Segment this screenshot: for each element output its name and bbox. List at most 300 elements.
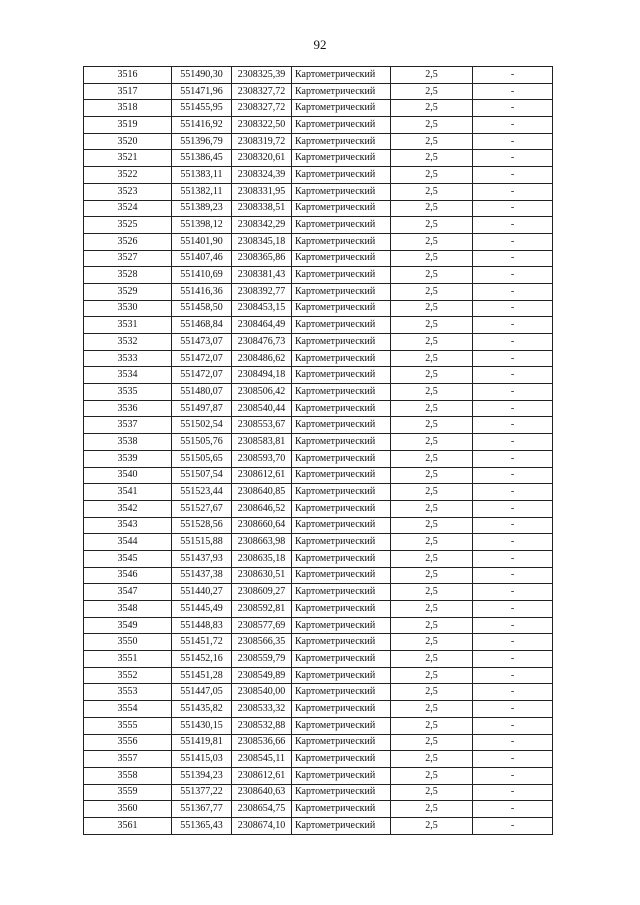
y-coordinate-cell: 2308365,86 (232, 250, 292, 267)
accuracy-cell: 2,5 (391, 667, 473, 684)
x-coordinate-cell: 551389,23 (172, 200, 232, 217)
point-number-cell: 3527 (84, 250, 172, 267)
x-coordinate-cell: 551472,07 (172, 350, 232, 367)
accuracy-cell: 2,5 (391, 484, 473, 501)
x-coordinate-cell: 551505,65 (172, 450, 232, 467)
accuracy-cell: 2,5 (391, 784, 473, 801)
point-number-cell: 3554 (84, 701, 172, 718)
note-cell: - (473, 400, 553, 417)
table-row (84, 634, 553, 651)
y-coordinate-cell: 2308540,00 (232, 684, 292, 701)
point-number-cell: 3549 (84, 617, 172, 634)
x-coordinate-cell: 551437,93 (172, 550, 232, 567)
accuracy-cell: 2,5 (391, 417, 473, 434)
accuracy-cell: 2,5 (391, 734, 473, 751)
y-coordinate-cell: 2308320,61 (232, 150, 292, 167)
x-coordinate-cell: 551480,07 (172, 384, 232, 401)
note-cell: - (473, 684, 553, 701)
note-cell: - (473, 133, 553, 150)
y-coordinate-cell: 2308553,67 (232, 417, 292, 434)
point-number-cell: 3541 (84, 484, 172, 501)
x-coordinate-cell: 551396,79 (172, 133, 232, 150)
note-cell: - (473, 667, 553, 684)
y-coordinate-cell: 2308630,51 (232, 567, 292, 584)
point-number-cell: 3525 (84, 217, 172, 234)
point-number-cell: 3522 (84, 167, 172, 184)
method-cell: Картометрический (292, 784, 391, 801)
note-cell: - (473, 601, 553, 618)
method-cell: Картометрический (292, 417, 391, 434)
accuracy-cell: 2,5 (391, 434, 473, 451)
y-coordinate-cell: 2308640,63 (232, 784, 292, 801)
accuracy-cell: 2,5 (391, 317, 473, 334)
method-cell: Картометрический (292, 567, 391, 584)
table-row (84, 601, 553, 618)
note-cell: - (473, 317, 553, 334)
accuracy-cell: 2,5 (391, 150, 473, 167)
table-row (84, 67, 553, 84)
x-coordinate-cell: 551382,11 (172, 183, 232, 200)
accuracy-cell: 2,5 (391, 350, 473, 367)
x-coordinate-cell: 551507,54 (172, 467, 232, 484)
x-coordinate-cell: 551448,83 (172, 617, 232, 634)
y-coordinate-cell: 2308325,39 (232, 67, 292, 84)
accuracy-cell: 2,5 (391, 550, 473, 567)
table-row (84, 350, 553, 367)
x-coordinate-cell: 551528,56 (172, 517, 232, 534)
method-cell: Картометрический (292, 100, 391, 117)
table-row (84, 567, 553, 584)
y-coordinate-cell: 2308592,81 (232, 601, 292, 618)
accuracy-cell: 2,5 (391, 183, 473, 200)
table-row (84, 183, 553, 200)
method-cell: Картометрический (292, 651, 391, 668)
point-number-cell: 3532 (84, 334, 172, 351)
accuracy-cell: 2,5 (391, 83, 473, 100)
table-row (84, 651, 553, 668)
y-coordinate-cell: 2308545,11 (232, 751, 292, 768)
point-number-cell: 3521 (84, 150, 172, 167)
method-cell: Картометрический (292, 717, 391, 734)
accuracy-cell: 2,5 (391, 384, 473, 401)
x-coordinate-cell: 551416,36 (172, 283, 232, 300)
point-number-cell: 3526 (84, 233, 172, 250)
note-cell: - (473, 117, 553, 134)
note-cell: - (473, 233, 553, 250)
method-cell: Картометрический (292, 801, 391, 818)
accuracy-cell: 2,5 (391, 617, 473, 634)
table-row (84, 817, 553, 834)
point-number-cell: 3555 (84, 717, 172, 734)
table-row (84, 517, 553, 534)
note-cell: - (473, 183, 553, 200)
note-cell: - (473, 817, 553, 834)
x-coordinate-cell: 551502,54 (172, 417, 232, 434)
note-cell: - (473, 751, 553, 768)
x-coordinate-cell: 551407,46 (172, 250, 232, 267)
method-cell: Картометрический (292, 400, 391, 417)
table-row (84, 334, 553, 351)
method-cell: Картометрический (292, 367, 391, 384)
point-number-cell: 3560 (84, 801, 172, 818)
note-cell: - (473, 150, 553, 167)
coordinates-table (83, 66, 553, 835)
table-row (84, 434, 553, 451)
method-cell: Картометрический (292, 667, 391, 684)
note-cell: - (473, 550, 553, 567)
method-cell: Картометрический (292, 684, 391, 701)
table-row (84, 534, 553, 551)
accuracy-cell: 2,5 (391, 334, 473, 351)
note-cell: - (473, 67, 553, 84)
table-row (84, 117, 553, 134)
note-cell: - (473, 200, 553, 217)
method-cell: Картометрический (292, 117, 391, 134)
accuracy-cell: 2,5 (391, 584, 473, 601)
y-coordinate-cell: 2308338,51 (232, 200, 292, 217)
x-coordinate-cell: 551416,92 (172, 117, 232, 134)
y-coordinate-cell: 2308506,42 (232, 384, 292, 401)
y-coordinate-cell: 2308532,88 (232, 717, 292, 734)
y-coordinate-cell: 2308612,61 (232, 767, 292, 784)
point-number-cell: 3551 (84, 651, 172, 668)
x-coordinate-cell: 551383,11 (172, 167, 232, 184)
y-coordinate-cell: 2308533,32 (232, 701, 292, 718)
note-cell: - (473, 384, 553, 401)
point-number-cell: 3535 (84, 384, 172, 401)
table-row (84, 133, 553, 150)
table-row (84, 283, 553, 300)
point-number-cell: 3547 (84, 584, 172, 601)
accuracy-cell: 2,5 (391, 801, 473, 818)
x-coordinate-cell: 551471,96 (172, 83, 232, 100)
note-cell: - (473, 500, 553, 517)
x-coordinate-cell: 551452,16 (172, 651, 232, 668)
accuracy-cell: 2,5 (391, 717, 473, 734)
table-row (84, 167, 553, 184)
note-cell: - (473, 517, 553, 534)
method-cell: Картометрический (292, 517, 391, 534)
method-cell: Картометрический (292, 500, 391, 517)
method-cell: Картометрический (292, 734, 391, 751)
accuracy-cell: 2,5 (391, 167, 473, 184)
note-cell: - (473, 350, 553, 367)
method-cell: Картометрический (292, 317, 391, 334)
method-cell: Картометрический (292, 434, 391, 451)
y-coordinate-cell: 2308609,27 (232, 584, 292, 601)
x-coordinate-cell: 551455,95 (172, 100, 232, 117)
table-row (84, 584, 553, 601)
accuracy-cell: 2,5 (391, 267, 473, 284)
note-cell: - (473, 250, 553, 267)
table-row (84, 400, 553, 417)
table-body (84, 67, 553, 835)
point-number-cell: 3542 (84, 500, 172, 517)
point-number-cell: 3518 (84, 100, 172, 117)
y-coordinate-cell: 2308593,70 (232, 450, 292, 467)
x-coordinate-cell: 551445,49 (172, 601, 232, 618)
y-coordinate-cell: 2308549,89 (232, 667, 292, 684)
point-number-cell: 3530 (84, 300, 172, 317)
point-number-cell: 3534 (84, 367, 172, 384)
method-cell: Картометрический (292, 83, 391, 100)
point-number-cell: 3537 (84, 417, 172, 434)
accuracy-cell: 2,5 (391, 200, 473, 217)
y-coordinate-cell: 2308322,50 (232, 117, 292, 134)
point-number-cell: 3524 (84, 200, 172, 217)
note-cell: - (473, 767, 553, 784)
x-coordinate-cell: 551440,27 (172, 584, 232, 601)
y-coordinate-cell: 2308536,66 (232, 734, 292, 751)
table-row (84, 467, 553, 484)
point-number-cell: 3528 (84, 267, 172, 284)
method-cell: Картометрический (292, 601, 391, 618)
method-cell: Картометрический (292, 467, 391, 484)
x-coordinate-cell: 551437,38 (172, 567, 232, 584)
method-cell: Картометрический (292, 767, 391, 784)
x-coordinate-cell: 551410,69 (172, 267, 232, 284)
point-number-cell: 3557 (84, 751, 172, 768)
accuracy-cell: 2,5 (391, 634, 473, 651)
y-coordinate-cell: 2308674,10 (232, 817, 292, 834)
note-cell: - (473, 567, 553, 584)
y-coordinate-cell: 2308583,81 (232, 434, 292, 451)
y-coordinate-cell: 2308324,39 (232, 167, 292, 184)
x-coordinate-cell: 551472,07 (172, 367, 232, 384)
method-cell: Картометрический (292, 350, 391, 367)
y-coordinate-cell: 2308345,18 (232, 233, 292, 250)
x-coordinate-cell: 551458,50 (172, 300, 232, 317)
y-coordinate-cell: 2308646,52 (232, 500, 292, 517)
point-number-cell: 3517 (84, 83, 172, 100)
accuracy-cell: 2,5 (391, 684, 473, 701)
y-coordinate-cell: 2308327,72 (232, 100, 292, 117)
table-row (84, 250, 553, 267)
method-cell: Картометрический (292, 133, 391, 150)
method-cell: Картометрический (292, 183, 391, 200)
table-row (84, 267, 553, 284)
method-cell: Картометрический (292, 67, 391, 84)
table-row (84, 667, 553, 684)
method-cell: Картометрический (292, 617, 391, 634)
accuracy-cell: 2,5 (391, 467, 473, 484)
accuracy-cell: 2,5 (391, 67, 473, 84)
accuracy-cell: 2,5 (391, 651, 473, 668)
note-cell: - (473, 334, 553, 351)
y-coordinate-cell: 2308577,69 (232, 617, 292, 634)
x-coordinate-cell: 551447,05 (172, 684, 232, 701)
x-coordinate-cell: 551365,43 (172, 817, 232, 834)
accuracy-cell: 2,5 (391, 233, 473, 250)
table-row (84, 784, 553, 801)
note-cell: - (473, 367, 553, 384)
y-coordinate-cell: 2308540,44 (232, 400, 292, 417)
table-row (84, 384, 553, 401)
x-coordinate-cell: 551451,28 (172, 667, 232, 684)
accuracy-cell: 2,5 (391, 100, 473, 117)
accuracy-cell: 2,5 (391, 500, 473, 517)
method-cell: Картометрический (292, 200, 391, 217)
y-coordinate-cell: 2308486,62 (232, 350, 292, 367)
method-cell: Картометрический (292, 450, 391, 467)
x-coordinate-cell: 551419,81 (172, 734, 232, 751)
method-cell: Картометрический (292, 384, 391, 401)
table-row (84, 550, 553, 567)
point-number-cell: 3561 (84, 817, 172, 834)
y-coordinate-cell: 2308640,85 (232, 484, 292, 501)
note-cell: - (473, 717, 553, 734)
method-cell: Картометрический (292, 701, 391, 718)
point-number-cell: 3545 (84, 550, 172, 567)
method-cell: Картометрический (292, 334, 391, 351)
method-cell: Картометрический (292, 584, 391, 601)
y-coordinate-cell: 2308559,79 (232, 651, 292, 668)
table-row (84, 100, 553, 117)
method-cell: Картометрический (292, 484, 391, 501)
x-coordinate-cell: 551490,30 (172, 67, 232, 84)
x-coordinate-cell: 551415,03 (172, 751, 232, 768)
note-cell: - (473, 450, 553, 467)
accuracy-cell: 2,5 (391, 400, 473, 417)
table-row (84, 300, 553, 317)
note-cell: - (473, 801, 553, 818)
note-cell: - (473, 534, 553, 551)
y-coordinate-cell: 2308566,35 (232, 634, 292, 651)
note-cell: - (473, 701, 553, 718)
x-coordinate-cell: 551468,84 (172, 317, 232, 334)
x-coordinate-cell: 551367,77 (172, 801, 232, 818)
note-cell: - (473, 734, 553, 751)
point-number-cell: 3516 (84, 67, 172, 84)
point-number-cell: 3544 (84, 534, 172, 551)
accuracy-cell: 2,5 (391, 601, 473, 618)
x-coordinate-cell: 551435,82 (172, 701, 232, 718)
table-row (84, 484, 553, 501)
note-cell: - (473, 167, 553, 184)
x-coordinate-cell: 551386,45 (172, 150, 232, 167)
point-number-cell: 3548 (84, 601, 172, 618)
point-number-cell: 3553 (84, 684, 172, 701)
method-cell: Картометрический (292, 150, 391, 167)
point-number-cell: 3523 (84, 183, 172, 200)
method-cell: Картометрический (292, 817, 391, 834)
note-cell: - (473, 617, 553, 634)
y-coordinate-cell: 2308381,43 (232, 267, 292, 284)
x-coordinate-cell: 551527,67 (172, 500, 232, 517)
note-cell: - (473, 283, 553, 300)
point-number-cell: 3519 (84, 117, 172, 134)
table-row (84, 751, 553, 768)
point-number-cell: 3556 (84, 734, 172, 751)
y-coordinate-cell: 2308327,72 (232, 83, 292, 100)
table-row (84, 734, 553, 751)
y-coordinate-cell: 2308453,15 (232, 300, 292, 317)
y-coordinate-cell: 2308342,29 (232, 217, 292, 234)
x-coordinate-cell: 551473,07 (172, 334, 232, 351)
table-row (84, 450, 553, 467)
accuracy-cell: 2,5 (391, 367, 473, 384)
y-coordinate-cell: 2308331,95 (232, 183, 292, 200)
note-cell: - (473, 217, 553, 234)
table-row (84, 150, 553, 167)
accuracy-cell: 2,5 (391, 450, 473, 467)
point-number-cell: 3546 (84, 567, 172, 584)
x-coordinate-cell: 551377,22 (172, 784, 232, 801)
method-cell: Картометрический (292, 751, 391, 768)
point-number-cell: 3520 (84, 133, 172, 150)
method-cell: Картометрический (292, 300, 391, 317)
method-cell: Картометрический (292, 217, 391, 234)
accuracy-cell: 2,5 (391, 767, 473, 784)
table-row (84, 417, 553, 434)
point-number-cell: 3540 (84, 467, 172, 484)
y-coordinate-cell: 2308654,75 (232, 801, 292, 818)
table-row (84, 500, 553, 517)
method-cell: Картометрический (292, 250, 391, 267)
note-cell: - (473, 83, 553, 100)
y-coordinate-cell: 2308612,61 (232, 467, 292, 484)
accuracy-cell: 2,5 (391, 300, 473, 317)
table-row (84, 717, 553, 734)
point-number-cell: 3538 (84, 434, 172, 451)
method-cell: Картометрический (292, 283, 391, 300)
x-coordinate-cell: 551505,76 (172, 434, 232, 451)
accuracy-cell: 2,5 (391, 217, 473, 234)
point-number-cell: 3533 (84, 350, 172, 367)
y-coordinate-cell: 2308663,98 (232, 534, 292, 551)
y-coordinate-cell: 2308494,18 (232, 367, 292, 384)
point-number-cell: 3543 (84, 517, 172, 534)
accuracy-cell: 2,5 (391, 133, 473, 150)
accuracy-cell: 2,5 (391, 817, 473, 834)
table-row (84, 617, 553, 634)
method-cell: Картометрический (292, 167, 391, 184)
y-coordinate-cell: 2308464,49 (232, 317, 292, 334)
x-coordinate-cell: 551394,23 (172, 767, 232, 784)
y-coordinate-cell: 2308660,64 (232, 517, 292, 534)
method-cell: Картометрический (292, 233, 391, 250)
note-cell: - (473, 634, 553, 651)
note-cell: - (473, 267, 553, 284)
y-coordinate-cell: 2308476,73 (232, 334, 292, 351)
point-number-cell: 3539 (84, 450, 172, 467)
method-cell: Картометрический (292, 534, 391, 551)
accuracy-cell: 2,5 (391, 283, 473, 300)
accuracy-cell: 2,5 (391, 567, 473, 584)
point-number-cell: 3531 (84, 317, 172, 334)
x-coordinate-cell: 551497,87 (172, 400, 232, 417)
note-cell: - (473, 467, 553, 484)
note-cell: - (473, 300, 553, 317)
accuracy-cell: 2,5 (391, 517, 473, 534)
table-row (84, 701, 553, 718)
table-row (84, 317, 553, 334)
accuracy-cell: 2,5 (391, 117, 473, 134)
note-cell: - (473, 434, 553, 451)
accuracy-cell: 2,5 (391, 701, 473, 718)
point-number-cell: 3529 (84, 283, 172, 300)
table-row (84, 217, 553, 234)
method-cell: Картометрический (292, 550, 391, 567)
table-row (84, 200, 553, 217)
table-row (84, 367, 553, 384)
point-number-cell: 3559 (84, 784, 172, 801)
x-coordinate-cell: 551430,15 (172, 717, 232, 734)
x-coordinate-cell: 551401,90 (172, 233, 232, 250)
table-row (84, 233, 553, 250)
point-number-cell: 3558 (84, 767, 172, 784)
point-number-cell: 3536 (84, 400, 172, 417)
